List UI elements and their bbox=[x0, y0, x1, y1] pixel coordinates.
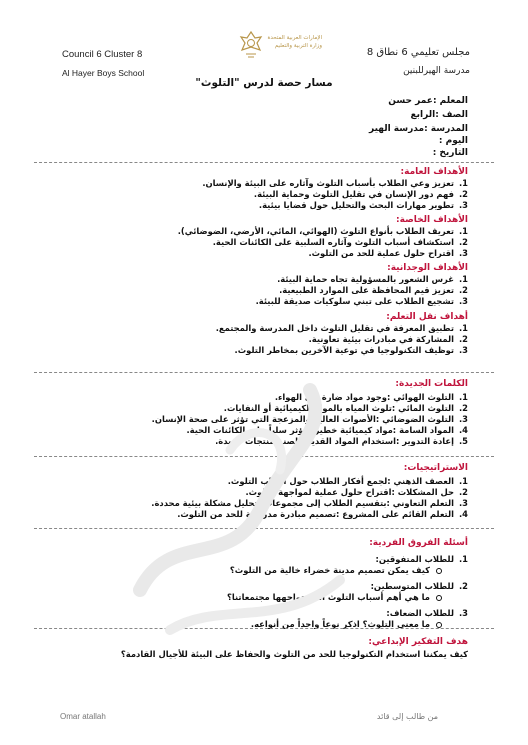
specific-objectives bbox=[58, 214, 468, 259]
grade-field: الصف :الرابع bbox=[410, 110, 468, 120]
divider bbox=[34, 162, 494, 163]
section-heading: الكلمات الجديدة: bbox=[395, 379, 468, 389]
divider bbox=[34, 372, 494, 373]
item-number: 2. bbox=[458, 285, 468, 295]
transfer-objectives bbox=[58, 311, 468, 356]
strategies bbox=[58, 462, 468, 520]
item-number: 3. bbox=[458, 248, 468, 258]
item-number: 3. bbox=[458, 608, 468, 618]
ministry-line-2: وزارة التربية والتعليم bbox=[274, 43, 322, 49]
question-text: ما معنى التلوث؟ اذكر نوعاً واحداً من أنواعه. bbox=[250, 619, 430, 629]
item-text: تعزيز قيم المحافظة على الموارد الطبيعية. bbox=[279, 285, 454, 295]
item-text: تطبيق المعرفة في تقليل التلوث داخل المدرسة والمجتمع. bbox=[215, 323, 454, 333]
list-item bbox=[58, 487, 468, 498]
council-label-ar: مجلس تعليمي 6 نطاق 8 bbox=[366, 47, 470, 58]
section-heading: أسئلة الفروق الفردية: bbox=[369, 538, 468, 548]
item-number: 3. bbox=[458, 498, 468, 508]
new-vocabulary bbox=[58, 378, 468, 447]
item-number: 1. bbox=[458, 554, 468, 564]
section-heading: هدف التفكير الإبداعي: bbox=[368, 637, 468, 647]
question-text: ما هي أهم أسباب التلوث التي تواجهها مجتمعاتنا؟ bbox=[227, 592, 430, 602]
item-number: 1. bbox=[458, 392, 468, 402]
section-heading: أهداف نقل التعلم: bbox=[386, 312, 468, 322]
ministry-line-1: الإمارات العربية المتحدة bbox=[267, 35, 322, 41]
item-text: التلوث الهوائي :وجود مواد ضارة في الهواء. bbox=[274, 392, 454, 402]
level-question bbox=[58, 592, 468, 603]
item-number: 1. bbox=[458, 226, 468, 236]
level-text: للطلاب المتوسطين: bbox=[370, 581, 454, 591]
item-number: 1. bbox=[458, 476, 468, 486]
teacher-field: المعلم :عمر حسن bbox=[388, 96, 468, 106]
level-text: للطلاب المتفوقين: bbox=[375, 554, 454, 564]
list-item bbox=[58, 189, 468, 200]
item-text: تعريف الطلاب بأنواع التلوث (الهوائي، المائي، الأرضي، الضوضائي). bbox=[177, 226, 454, 236]
list-item bbox=[58, 226, 468, 237]
circle-bullet-icon bbox=[436, 595, 442, 601]
page-title: مسار حصة لدرس "التلوث" bbox=[195, 77, 333, 89]
list-item bbox=[58, 403, 468, 414]
student-level-label bbox=[58, 607, 468, 619]
circle-bullet-icon bbox=[436, 568, 442, 574]
student-level-label bbox=[58, 553, 468, 565]
item-text: المشاركة في مبادرات بيئية تعاونية. bbox=[308, 334, 454, 344]
item-text: غرس الشعور بالمسؤولية تجاه حماية البيئة. bbox=[277, 274, 454, 284]
item-text: التلوث المائي :تلوث المياه بالمواد الكيميائية أو النفايات. bbox=[223, 403, 454, 413]
student-level-label bbox=[58, 580, 468, 592]
item-text: المواد السامة :مواد كيميائية خطيرة تؤثر سلباً على الكائنات الحية. bbox=[186, 425, 454, 435]
item-text: تشجيع الطلاب على تبني سلوكيات صديقة للبيئة. bbox=[255, 296, 454, 306]
item-number: 2. bbox=[458, 581, 468, 591]
item-number: 3. bbox=[458, 296, 468, 306]
list-item bbox=[58, 425, 468, 436]
list-item bbox=[58, 498, 468, 509]
list-item bbox=[58, 334, 468, 345]
divider bbox=[34, 456, 494, 457]
item-number: 1. bbox=[458, 274, 468, 284]
section-heading: الاستراتيجيات: bbox=[403, 463, 468, 473]
divider bbox=[34, 628, 494, 629]
item-text: اقتراح حلول عملية للحد من التلوث. bbox=[308, 248, 454, 258]
item-number: 4. bbox=[458, 509, 468, 519]
list-item bbox=[58, 237, 468, 248]
list-item bbox=[58, 345, 468, 356]
school-field: المدرسة :مدرسة الهير bbox=[369, 124, 468, 134]
footer-author: Omar atallah bbox=[60, 712, 106, 721]
list-item bbox=[58, 274, 468, 285]
list-item bbox=[58, 323, 468, 334]
section-heading: الأهداف الخاصة: bbox=[396, 215, 468, 225]
school-name-en: Al Hayer Boys School bbox=[62, 68, 145, 78]
list-item bbox=[58, 285, 468, 296]
item-number: 3. bbox=[458, 414, 468, 424]
item-text: إعادة التدوير :استخدام المواد القديمة لصنع منتجات جديدة. bbox=[215, 436, 454, 446]
item-text: استكشاف أسباب التلوث وآثاره السلبية على الكائنات الحية. bbox=[212, 237, 454, 247]
date-field: التاريخ : bbox=[432, 148, 468, 158]
list-item bbox=[58, 200, 468, 211]
item-text: التعلم القائم على المشروع :تصميم مبادرة مدرسية للحد من التلوث. bbox=[177, 509, 454, 519]
item-number: 3. bbox=[458, 200, 468, 210]
item-text: تطوير مهارات البحث والتحليل حول قضايا بيئية. bbox=[258, 200, 454, 210]
level-text: للطلاب الضعاف: bbox=[386, 608, 454, 618]
creative-thinking bbox=[58, 636, 468, 660]
item-text: تعزيز وعي الطلاب بأسباب التلوث وآثاره على البيئة والإنسان. bbox=[202, 178, 454, 188]
creative-question: كيف يمكننا استخدام التكنولوجيا للحد من التلوث والحفاظ على البيئة للأجيال القادمة؟ bbox=[120, 649, 468, 659]
item-number: 2. bbox=[458, 403, 468, 413]
item-number: 5. bbox=[458, 436, 468, 446]
list-item bbox=[58, 414, 468, 425]
footer-slogan: من طالب إلى قائد bbox=[376, 712, 438, 721]
item-number: 3. bbox=[458, 345, 468, 355]
item-text: حل المشكلات :اقتراح حلول عملية لمواجهة التلوث. bbox=[245, 487, 454, 497]
item-number: 2. bbox=[458, 237, 468, 247]
uae-emblem-icon bbox=[238, 30, 264, 60]
item-text: التعلم التعاوني :بتقسيم الطلاب إلى مجموعات لتحليل مشكلة بيئية محددة. bbox=[151, 498, 454, 508]
item-text: فهم دور الإنسان في تقليل التلوث وحماية البيئة. bbox=[253, 189, 454, 199]
day-field: اليوم : bbox=[438, 136, 468, 146]
affective-objectives bbox=[58, 262, 468, 307]
item-text: العصف الذهني :لجمع أفكار الطلاب حول أسباب التلوث. bbox=[227, 476, 454, 486]
question-text: كيف يمكن تصميم مدينة خضراء خالية من التلوث؟ bbox=[229, 565, 430, 575]
section-heading: الأهداف الوجدانية: bbox=[387, 263, 468, 273]
differentiation-questions bbox=[58, 537, 468, 634]
item-text: التلوث الضوضائي :الأصوات العالية والمزعجة التي تؤثر على صحة الإنسان. bbox=[151, 414, 454, 424]
ministry-label bbox=[262, 34, 322, 50]
item-number: 1. bbox=[458, 178, 468, 188]
section-heading: الأهداف العامة: bbox=[400, 167, 468, 177]
school-name-ar: مدرسة الهيرللبنين bbox=[403, 66, 470, 76]
list-item bbox=[58, 476, 468, 487]
item-number: 4. bbox=[458, 425, 468, 435]
level-question bbox=[58, 565, 468, 576]
council-label-en: Council 6 Cluster 8 bbox=[62, 49, 143, 60]
item-number: 2. bbox=[458, 334, 468, 344]
item-text: توظيف التكنولوجيا في توعية الآخرين بمخاطر التلوث. bbox=[234, 345, 454, 355]
list-item bbox=[58, 296, 468, 307]
list-item bbox=[58, 392, 468, 403]
general-objectives bbox=[58, 166, 468, 211]
list-item bbox=[58, 248, 468, 259]
item-number: 2. bbox=[458, 487, 468, 497]
list-item bbox=[58, 436, 468, 447]
item-number: 1. bbox=[458, 323, 468, 333]
list-item bbox=[58, 178, 468, 189]
item-number: 2. bbox=[458, 189, 468, 199]
list-item bbox=[58, 509, 468, 520]
divider bbox=[34, 528, 494, 529]
